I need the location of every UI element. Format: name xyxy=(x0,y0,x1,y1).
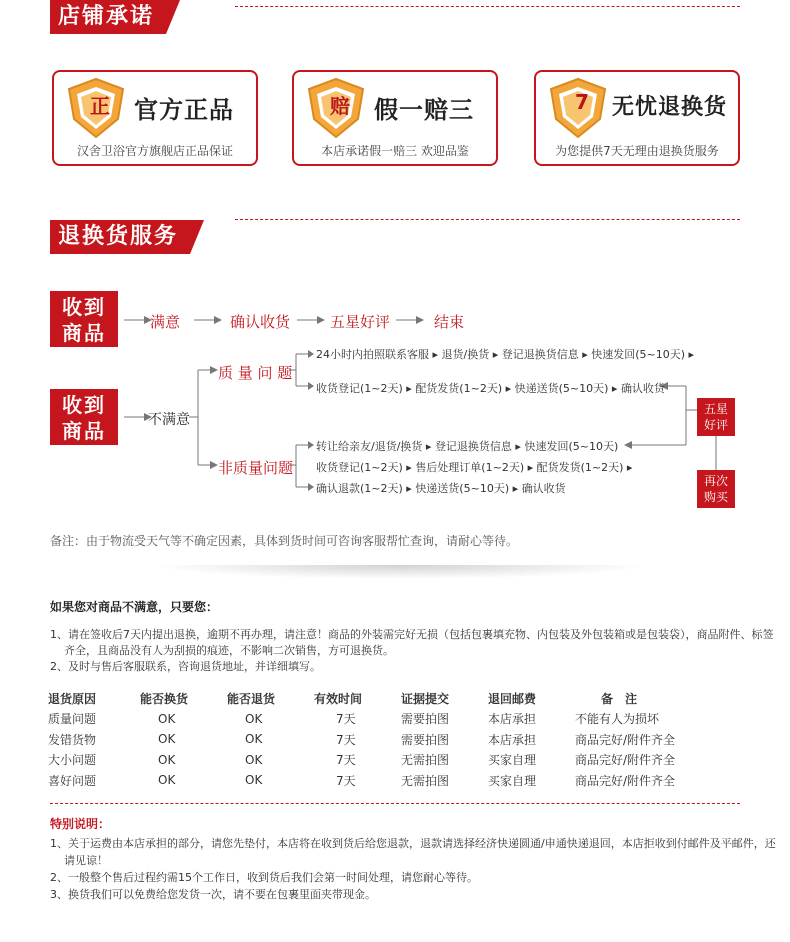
step-text: 收货登记(1~2天) xyxy=(316,382,403,395)
buy-again-box xyxy=(697,470,735,508)
table-row xyxy=(48,729,705,750)
received-goods-box xyxy=(50,389,118,445)
step-text: 确认退款(1~2天) xyxy=(316,482,403,495)
table-header: 退回邮费 xyxy=(488,691,537,706)
step-text: 确认收货 xyxy=(620,382,665,395)
table-cell: 买家自理 xyxy=(488,773,537,788)
special-heading: 特别说明： xyxy=(50,817,111,831)
step-text: 快速发回(5~10天) xyxy=(524,440,619,453)
table-cell: 商品完好/附件齐全 xyxy=(575,753,676,768)
table-cell: OK xyxy=(245,711,263,726)
table-cell: 商品完好/附件齐全 xyxy=(575,773,676,788)
step-text: 转让给亲友/退货/换货 xyxy=(316,440,423,453)
table-cell: OK xyxy=(158,732,176,747)
unsatisfied-item: 2、及时与售后客服联系，咨询退货地址，并详细填写。 xyxy=(50,660,321,673)
table-cell: OK xyxy=(245,732,263,747)
badge-char: 7 xyxy=(575,90,589,114)
table-cell: 7天 xyxy=(336,773,356,788)
divider xyxy=(235,219,740,220)
promise-card-compensation xyxy=(292,70,498,166)
promise-card-genuine xyxy=(52,70,258,166)
box-line: 购买 xyxy=(703,490,728,504)
flow-five-star: 五星好评 xyxy=(330,313,391,331)
step-text: 确认收货 xyxy=(521,482,566,495)
card-desc: 本店承诺假一赔三 欢迎品鉴 xyxy=(321,144,469,158)
divider-shadow xyxy=(150,565,650,579)
badge-char: 赔 xyxy=(330,94,350,118)
table-cell: 买家自理 xyxy=(488,753,537,768)
table-cell: OK xyxy=(245,752,263,767)
table-row xyxy=(48,750,705,771)
table-cell: 需要拍图 xyxy=(401,712,450,727)
table-cell: 喜好问题 xyxy=(48,773,97,788)
flow-satisfied: 满意 xyxy=(150,313,181,331)
table-cell: OK xyxy=(245,773,263,788)
table-header: 备 注 xyxy=(601,691,638,706)
box-line: 收到 xyxy=(62,295,106,319)
unsatisfied-item: 齐全，且商品没有人为刮损的痕迹，不影响二次销售，方可退换货。 xyxy=(64,644,394,657)
table-cell: 需要拍图 xyxy=(401,732,450,747)
card-desc: 汉舍卫浴官方旗舰店正品保证 xyxy=(76,144,233,158)
box-line: 好评 xyxy=(703,418,728,432)
promise-card-return xyxy=(534,70,740,166)
special-item: 2、一般整个售后过程约需15个工作日，收到货后我们会第一时间处理，请您耐心等待。 xyxy=(50,871,478,884)
table-cell: 无需拍图 xyxy=(401,753,450,768)
section-title-service: 退换货服务 xyxy=(50,220,190,254)
table-header-row xyxy=(48,688,705,709)
step-text: 快速发回(5~10天) xyxy=(591,348,686,361)
table-row xyxy=(48,709,705,730)
divider xyxy=(50,803,740,804)
table-cell: OK xyxy=(158,773,176,788)
unsatisfied-item: 1、请在签收后7天内提出退换，逾期不再办理，请注意！商品的外装需完好无损（包括包裹填充物、内包装及外包装箱或是包装袋），商品附件、标签 xyxy=(50,628,774,641)
step-text: 快递送货(5~10天) xyxy=(514,382,609,395)
received-goods-box xyxy=(50,291,118,347)
step-text: 快递送货(5~10天) xyxy=(415,482,510,495)
table-cell: 无需拍图 xyxy=(401,773,450,788)
flow-non-quality-issue: 非质量问题 xyxy=(218,459,294,477)
table-cell: 7天 xyxy=(336,712,356,727)
special-item: 3、换货我们可以免费给您发货一次，请不要在包裹里面夹带现金。 xyxy=(50,888,376,901)
box-line: 再次 xyxy=(703,474,728,488)
step-text: 登记退换货信息 xyxy=(501,348,579,361)
table-header: 证据提交 xyxy=(401,691,450,706)
table-cell: 大小问题 xyxy=(48,753,97,768)
step-text: 售后处理订单(1~2天) xyxy=(415,461,525,474)
table-cell: 7天 xyxy=(336,732,356,747)
flow-step: 24小时内拍照联系客服 ▸ 退货/换货 ▸ 登记退换货信息 ▸ 快速发回(5~10天) ▸ xyxy=(316,348,695,361)
table-cell: 商品完好/附件齐全 xyxy=(575,732,676,747)
card-title: 假一赔三 xyxy=(374,96,474,124)
flow-step: 确认退款(1~2天) ▸ 快递送货(5~10天) ▸ 确认收货 xyxy=(316,482,566,495)
return-policy-table xyxy=(48,688,705,791)
table-cell: 发错货物 xyxy=(48,732,97,747)
service-note: 备注：由于物流受天气等不确定因素，具体到货时间可咨询客服帮忙查询，请耐心等待。 xyxy=(50,534,519,548)
five-star-box xyxy=(697,398,735,436)
box-line: 收到 xyxy=(62,393,106,417)
table-cell: OK xyxy=(158,752,176,767)
flow-confirm-receipt: 确认收货 xyxy=(230,313,291,331)
table-header: 能否退货 xyxy=(227,691,276,706)
table-cell: 本店承担 xyxy=(488,712,537,727)
table-header: 退货原因 xyxy=(48,691,97,706)
card-title: 无忧退换货 xyxy=(612,95,728,120)
step-text: 登记退换货信息 xyxy=(434,440,512,453)
table-row xyxy=(48,770,705,791)
flow-quality-issue: 质 量 问 题 xyxy=(218,364,293,382)
special-item: 1、关于运费由本店承担的部分，请您先垫付，本店将在收到货后给您退款，退款请选择经济快递圆通/申通快递退回，本店拒收到付邮件及平邮件，还 xyxy=(50,837,776,850)
flow-not-satisfied: 不满意 xyxy=(148,412,190,428)
box-line: 商品 xyxy=(62,419,106,443)
box-line: 商品 xyxy=(62,321,106,345)
card-desc: 为您提供7天无理由退换货服务 xyxy=(555,144,719,158)
badge-char: 正 xyxy=(90,94,110,118)
card-title: 官方正品 xyxy=(134,96,234,124)
divider xyxy=(235,6,740,7)
special-item: 请见谅！ xyxy=(64,854,108,867)
flow-step: 收货登记(1~2天) ▸ 配货发货(1~2天) ▸ 快递送货(5~10天) ▸ 确认收货 xyxy=(316,382,665,395)
step-text: 退货/换货 xyxy=(441,348,490,361)
table-cell: OK xyxy=(158,711,176,726)
step-text: 收货登记(1~2天) xyxy=(316,461,403,474)
table-header: 能否换货 xyxy=(140,691,189,706)
flow-step: 转让给亲友/退货/换货 ▸ 登记退换货信息 ▸ 快速发回(5~10天) xyxy=(316,440,619,453)
table-cell: 质量问题 xyxy=(48,712,97,727)
box-line: 五星 xyxy=(703,402,728,416)
table-cell: 本店承担 xyxy=(488,732,537,747)
unsatisfied-heading: 如果您对商品不满意，只要您： xyxy=(50,600,219,614)
flow-step: 收货登记(1~2天) ▸ 售后处理订单(1~2天) ▸ 配货发货(1~2天) ▸ xyxy=(316,461,633,474)
section-title-promise: 店铺承诺 xyxy=(50,0,166,34)
table-header: 有效时间 xyxy=(314,691,363,706)
table-cell: 不能有人为损坏 xyxy=(575,712,660,727)
step-text: 配货发货(1~2天) xyxy=(415,382,503,395)
flow-end: 结束 xyxy=(434,313,465,331)
step-text: 配货发货(1~2天) xyxy=(536,461,624,474)
table-cell: 7天 xyxy=(336,753,356,768)
step-text: 24小时内拍照联系客服 xyxy=(316,348,429,361)
